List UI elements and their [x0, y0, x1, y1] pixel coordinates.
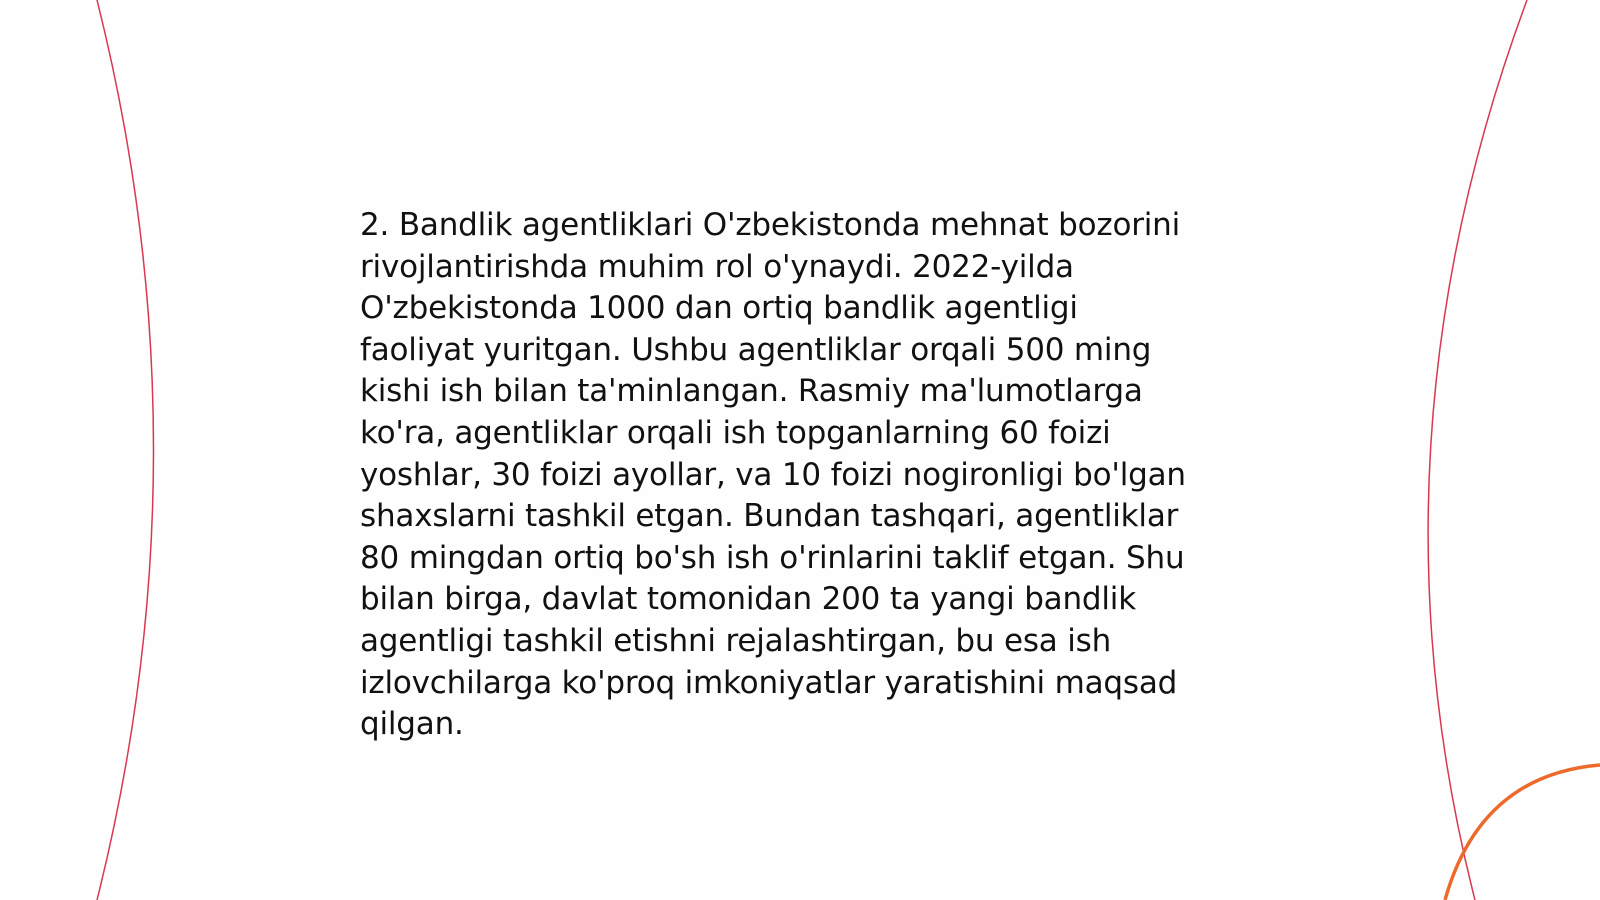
- right-curve-line: [1428, 0, 1527, 900]
- left-curve-line: [97, 0, 154, 900]
- accent-arc: [1445, 765, 1600, 900]
- slide-body-text: 2. Bandlik agentliklari O'zbekistonda mehnat bozorini rivojlantirishda muhim rol o'ynaydi. 2022-yilda O'zbekistonda 1000 dan ortiq bandlik agentligi faoliyat yuritgan. Ushbu agentliklar orqali 500 ming kishi ish bilan ta'minlangan. Rasmiy ma'lumotlarga ko'ra, agentliklar orqali ish topganlarning 60 foizi yoshlar, 30 foizi ayollar, va 10 foizi nogironligi bo'lgan shaxslarni tashkil etgan. Bundan tashqari, agentliklar 80 mingdan ortiq bo'sh ish o'rinlarini taklif etgan. Shu bilan birga, davlat tomonidan 200 ta yangi bandlik agentligi tashkil etishni rejalashtirgan, bu esa ish izlovchilarga ko'proq imkoniyatlar yaratishini maqsad qilgan.: [360, 207, 1186, 743]
